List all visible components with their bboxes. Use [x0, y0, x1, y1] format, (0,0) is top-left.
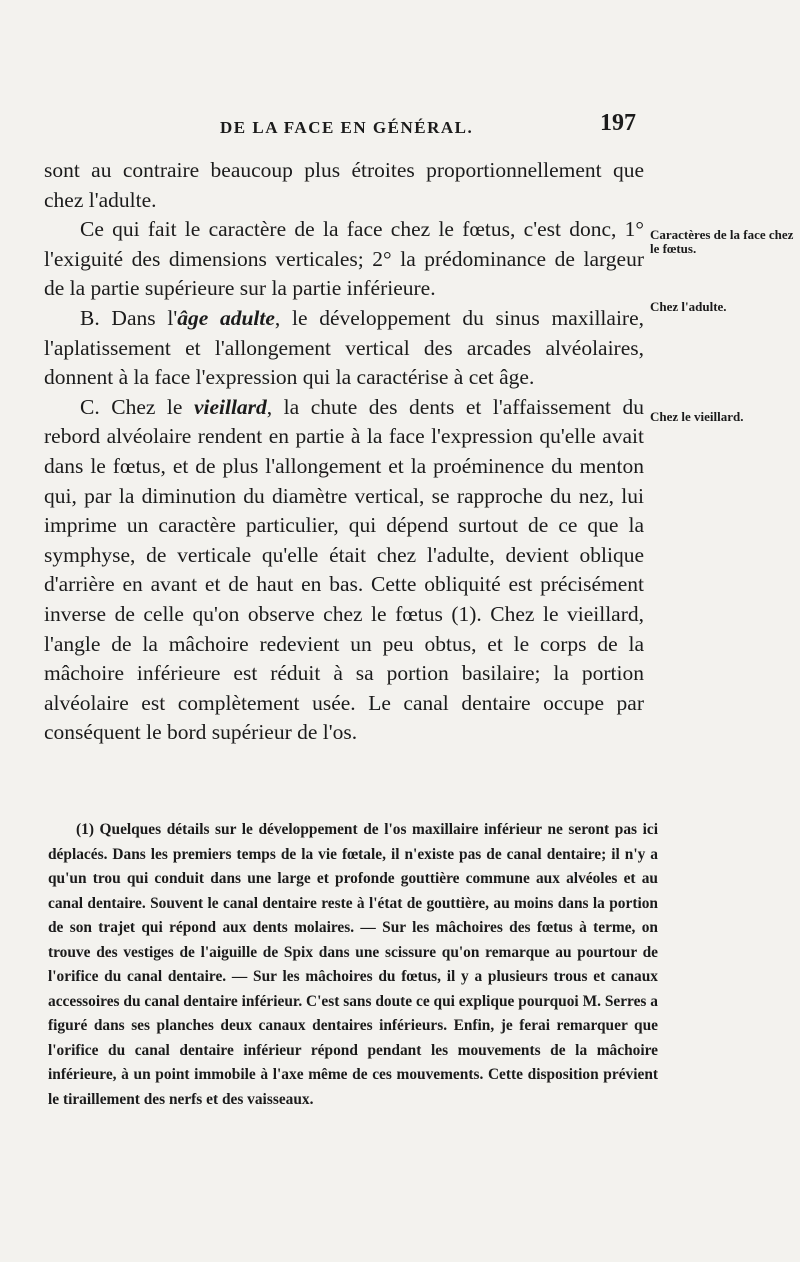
main-text [44, 156, 644, 748]
term-age-adulte: âge adulte [177, 305, 275, 330]
paragraph-3-start: B. Dans l' [80, 305, 178, 330]
paragraph-1: sont au contraire beaucoup plus étroites proportionnellement que chez l'adulte. [44, 158, 644, 212]
term-vieillard: vieillard [193, 394, 267, 419]
margin-note-vieillard: Chez le vieillard. [650, 409, 744, 424]
margin-note-foetus: Caractères de la face chez le fœtus. [650, 227, 794, 256]
paragraph-2: Ce qui fait le caractère de la face chez le fœtus, c'est donc, 1° l'exiguité des dimensions verticales; 2° la prédominance de largeur de la partie supérieure sur la partie inférieure. [44, 217, 644, 301]
paragraph-4-rest: , la chute des dents et l'affaissement du rebord alvéolaire rendent en partie à la face l'expression qu'elle avait dans le fœtus, et de plus l'allongement et la proéminence du menton qui, par la diminution du diamètre vertical, se rapproche du nez, lui imprime un caractère particulier, qui dépend surtout de ce que la symphyse, de verticale qu'elle était chez l'adulte, devient oblique d'arrière en avant et de haut en bas. Cette obliquité est précisément inverse de celle qu'on observe chez le fœtus (1). Chez le vieillard, l'angle de la mâchoire redevient un peu obtus, et le corps de la mâchoire inférieure est réduit à sa portion basilaire; la portion alvéolaire est complètement usée. Le canal dentaire occupe par conséquent le bord supérieur de l'os. [44, 394, 644, 745]
margin-note-adulte: Chez l'adulte. [650, 299, 727, 314]
footnote [48, 818, 658, 1112]
page-number: 197 [600, 110, 636, 136]
footnote-text: (1) Quelques détails sur le développement de l'os maxillaire inférieur ne seront pas ici déplacés. Dans les premiers temps de la vie fœtale, il n'existe pas de canal dentaire; il n'y a qu'un trou qui conduit dans une large et profonde gouttière commune aux alvéoles et au canal dentaire. Souvent le canal dentaire reste à l'état de gouttière, au moins dans la portion de son trajet qui répond aux dents molaires. — Sur les mâchoires des fœtus à terme, on trouve des vestiges de l'aiguille de Spix dans une scissure qu'on remarque au pourtour de l'orifice du canal dentaire. — Sur les mâchoires du fœtus, il y a plusieurs trous et canaux accessoires du canal dentaire inférieur. C'est sans doute ce qui explique pourquoi M. Serres a figuré dans ses planches deux canaux dentaires inférieurs. Enfin, je ferai remarquer que l'orifice du canal dentaire inférieur répond pendant les mouvements de la mâchoire inférieure, à un point immobile à l'axe même de ces mouvements. Cette disposition prévient le tiraillement des nerfs et des vaisseaux. [48, 821, 658, 1108]
paragraph-4-start: C. Chez le [80, 394, 194, 419]
paragraph-4 [44, 393, 644, 748]
running-title: DE LA FACE EN GÉNÉRAL. [220, 118, 474, 137]
paragraph-3-rest: , le développement du sinus maxillaire, l'aplatissement et l'allongement vertical des arcades alvéolaires, donnent à la face l'expression qui la caractérise à cet âge. [44, 305, 644, 390]
paragraph-3 [44, 304, 644, 393]
